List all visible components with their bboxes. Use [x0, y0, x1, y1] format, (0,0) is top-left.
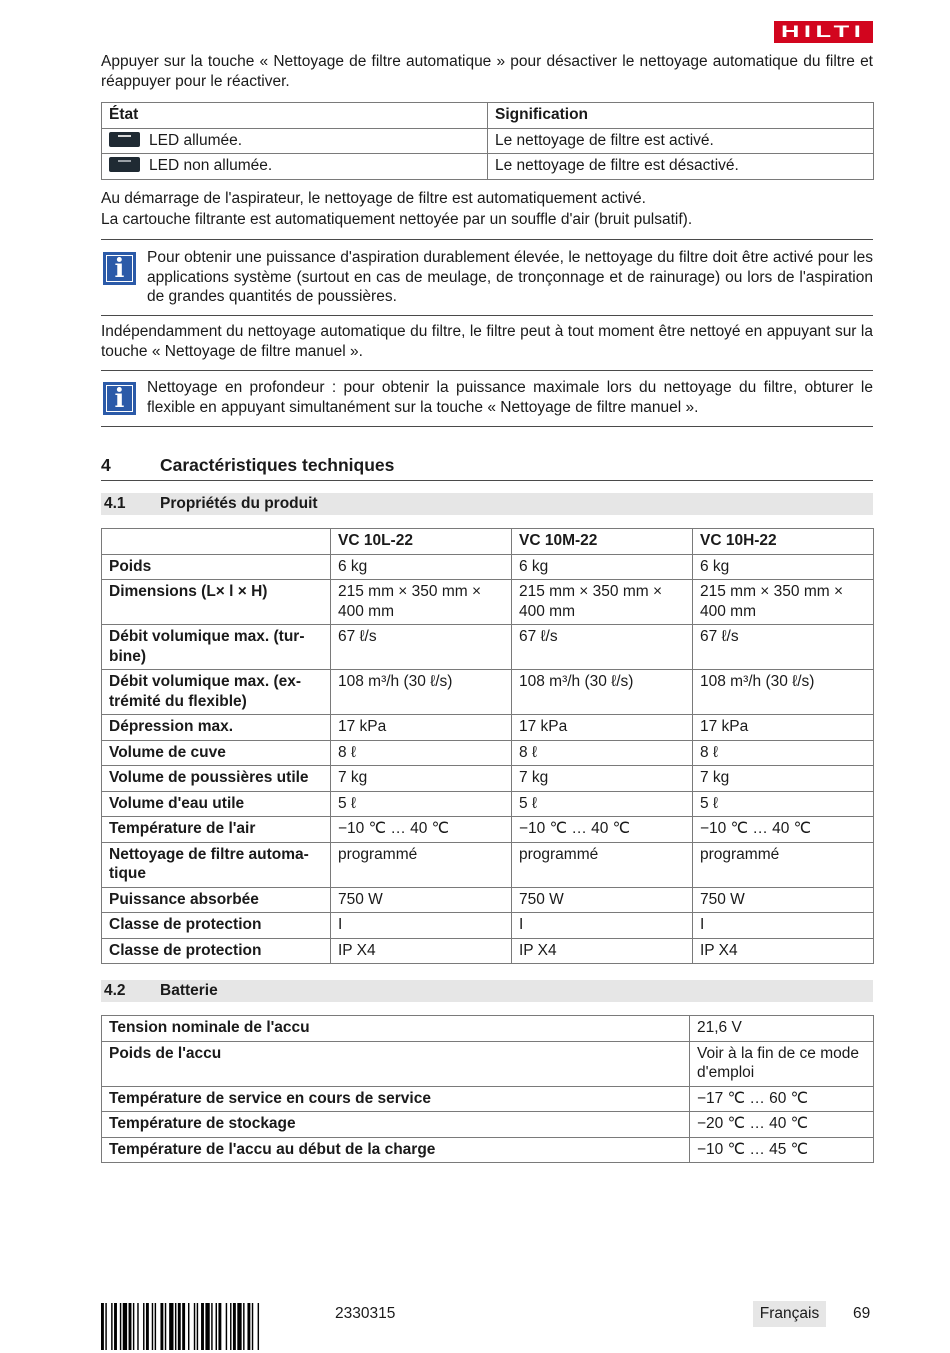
property-value-cell: programmé	[693, 842, 874, 887]
subsection-title: Propriétés du produit	[160, 495, 318, 512]
battery-property-cell: Température de service en cours de service	[102, 1086, 690, 1112]
battery-value-cell: Voir à la fin de ce mode d'emploi	[690, 1041, 874, 1086]
property-value-cell: 750 W	[693, 887, 874, 913]
property-name-cell: Poids	[102, 554, 331, 580]
battery-property-cell: Température de stockage	[102, 1112, 690, 1138]
battery-value-cell: −20 ℃ … 40 ℃	[690, 1112, 874, 1138]
property-value-cell: 750 W	[331, 887, 512, 913]
language-badge: Français	[753, 1301, 826, 1327]
column-header-vc10m: VC 10M-22	[512, 529, 693, 555]
table-row	[102, 817, 874, 843]
manual-clean-paragraph: Indépendamment du nettoyage automatique du filtre, le filtre peut à tout moment être nettoyé en appuyant sur la touche « Nettoyage de filtre manuel ».	[101, 323, 873, 360]
table-row	[102, 670, 874, 715]
state-label: LED non allumée.	[149, 157, 273, 174]
property-name-cell: Volume de cuve	[102, 740, 331, 766]
info-icon: i	[103, 252, 136, 285]
property-value-cell: 750 W	[512, 887, 693, 913]
property-value-cell: IP X4	[331, 938, 512, 964]
note-text: Nettoyage en profondeur : pour obtenir la puissance maximale lors du nettoyage du filtre, obturer le flexible en appuyant simultanément sur la touche « Nettoyage de filtre manuel ».	[147, 379, 873, 416]
property-value-cell: 108 m³/h (30 ℓ/s)	[512, 670, 693, 715]
property-value-cell: −10 ℃ … 40 ℃	[331, 817, 512, 843]
hilti-logo	[774, 21, 873, 43]
property-value-cell: I	[693, 913, 874, 939]
property-value-cell: I	[512, 913, 693, 939]
property-value-cell: 5 ℓ	[693, 791, 874, 817]
column-header-vc10l: VC 10L-22	[331, 529, 512, 555]
subsection-title: Batterie	[160, 982, 218, 999]
table-row	[102, 1137, 874, 1163]
info-note	[101, 239, 873, 316]
battery-value-cell: −10 ℃ … 45 ℃	[690, 1137, 874, 1163]
property-value-cell: 17 kPa	[512, 715, 693, 741]
table-header-row	[102, 529, 874, 555]
table-row	[102, 913, 874, 939]
intro-paragraph: Appuyer sur la touche « Nettoyage de filtre automatique » pour désactiver le nettoyage automatique du filtre et réappuyer pour le réactiver.	[101, 53, 873, 90]
property-name-cell: Débit volumique max. (ex-trémité du flexible)	[102, 670, 331, 715]
property-value-cell: 7 kg	[331, 766, 512, 792]
led-off-icon	[109, 157, 140, 172]
logo-text: HILTI	[781, 22, 866, 41]
subsection-heading	[101, 493, 873, 515]
battery-table	[101, 1015, 874, 1163]
property-value-cell: 5 ℓ	[331, 791, 512, 817]
barcode-image	[101, 1303, 322, 1350]
property-name-cell: Puissance absorbée	[102, 887, 331, 913]
property-value-cell: I	[331, 913, 512, 939]
property-value-cell: programmé	[512, 842, 693, 887]
property-value-cell: IP X4	[693, 938, 874, 964]
led-on-icon	[109, 132, 140, 147]
note-text: Pour obtenir une puissance d'aspiration durablement élevée, le nettoyage du filtre doit être activé pour les applications système (surtout en cas de meulage, de tronçonnage et de rainurage) ou lors de l'aspiration de grandes quantités de poussières.	[147, 249, 873, 305]
property-value-cell: 7 kg	[512, 766, 693, 792]
state-table-header	[102, 103, 874, 129]
table-row	[102, 580, 874, 625]
property-value-cell: 67 ℓ/s	[693, 625, 874, 670]
state-label: LED allumée.	[149, 131, 243, 149]
property-value-cell: 8 ℓ	[331, 740, 512, 766]
property-value-cell: 7 kg	[693, 766, 874, 792]
property-value-cell: −10 ℃ … 40 ℃	[693, 817, 874, 843]
battery-property-cell: Poids de l'accu	[102, 1041, 690, 1086]
document-number: 2330315	[335, 1305, 396, 1322]
property-value-cell: programmé	[331, 842, 512, 887]
table-row	[102, 1016, 874, 1042]
table-row	[102, 887, 874, 913]
property-name-cell: Volume de poussières utile	[102, 766, 331, 792]
property-value-cell: 8 ℓ	[512, 740, 693, 766]
product-properties-body	[102, 554, 874, 964]
property-name-cell: Température de l'air	[102, 817, 331, 843]
subsection-heading	[101, 980, 873, 1002]
battery-property-cell: Température de l'accu au début de la charge	[102, 1137, 690, 1163]
subsection-number: 4.1	[104, 495, 126, 512]
table-row	[102, 842, 874, 887]
property-value-cell: 5 ℓ	[512, 791, 693, 817]
property-value-cell: 6 kg	[512, 554, 693, 580]
property-value-cell: 108 m³/h (30 ℓ/s)	[331, 670, 512, 715]
battery-table-body	[102, 1016, 874, 1163]
battery-value-cell: −17 ℃ … 60 ℃	[690, 1086, 874, 1112]
property-name-cell: Dimensions (L× l × H)	[102, 580, 331, 625]
table-row	[102, 1086, 874, 1112]
property-value-cell: 215 mm × 350 mm × 400 mm	[693, 580, 874, 625]
property-value-cell: 8 ℓ	[693, 740, 874, 766]
property-value-cell: 6 kg	[693, 554, 874, 580]
property-name-cell: Classe de protection	[102, 938, 331, 964]
table-row	[102, 938, 874, 964]
property-name-cell: Volume d'eau utile	[102, 791, 331, 817]
table-row	[102, 128, 874, 154]
column-header-empty	[102, 529, 331, 555]
page-number: 69	[853, 1305, 871, 1322]
property-value-cell: 6 kg	[331, 554, 512, 580]
property-value-cell: 17 kPa	[693, 715, 874, 741]
column-header-state: État	[102, 103, 488, 129]
table-row	[102, 766, 874, 792]
property-name-cell: Nettoyage de filtre automa-tique	[102, 842, 331, 887]
property-name-cell: Débit volumique max. (tur-bine)	[102, 625, 331, 670]
table-row	[102, 625, 874, 670]
property-name-cell: Classe de protection	[102, 913, 331, 939]
property-value-cell: 108 m³/h (30 ℓ/s)	[693, 670, 874, 715]
cartridge-text: La cartouche filtrante est automatiquement nettoyée par un souffle d'air (bruit pulsatif).	[101, 211, 693, 228]
startup-text: Au démarrage de l'aspirateur, le nettoyage de filtre est automatiquement activé.	[101, 190, 646, 207]
meaning-cell: Le nettoyage de filtre est activé.	[488, 128, 874, 154]
property-value-cell: 67 ℓ/s	[512, 625, 693, 670]
property-value-cell: −10 ℃ … 40 ℃	[512, 817, 693, 843]
section-number: 4	[101, 455, 111, 475]
state-table	[101, 102, 874, 180]
property-value-cell: 215 mm × 350 mm × 400 mm	[512, 580, 693, 625]
table-row	[102, 715, 874, 741]
column-header-meaning: Signification	[488, 103, 874, 129]
subsection-number: 4.2	[104, 982, 126, 999]
info-note	[101, 370, 873, 427]
info-icon: i	[103, 382, 136, 415]
property-value-cell: IP X4	[512, 938, 693, 964]
section-title: Caractéristiques techniques	[160, 455, 395, 475]
table-row	[102, 1041, 874, 1086]
table-row	[102, 740, 874, 766]
meaning-cell: Le nettoyage de filtre est désactivé.	[488, 154, 874, 180]
section-heading	[101, 455, 873, 481]
property-value-cell: 17 kPa	[331, 715, 512, 741]
property-value-cell: 67 ℓ/s	[331, 625, 512, 670]
property-value-cell: 215 mm × 350 mm × 400 mm	[331, 580, 512, 625]
product-properties-table	[101, 528, 874, 964]
table-row	[102, 791, 874, 817]
table-row	[102, 554, 874, 580]
table-row	[102, 1112, 874, 1138]
state-cell	[102, 128, 488, 154]
property-name-cell: Dépression max.	[102, 715, 331, 741]
column-header-vc10h: VC 10H-22	[693, 529, 874, 555]
table-row	[102, 154, 874, 180]
state-cell	[102, 154, 488, 180]
battery-property-cell: Tension nominale de l'accu	[102, 1016, 690, 1042]
battery-value-cell: 21,6 V	[690, 1016, 874, 1042]
